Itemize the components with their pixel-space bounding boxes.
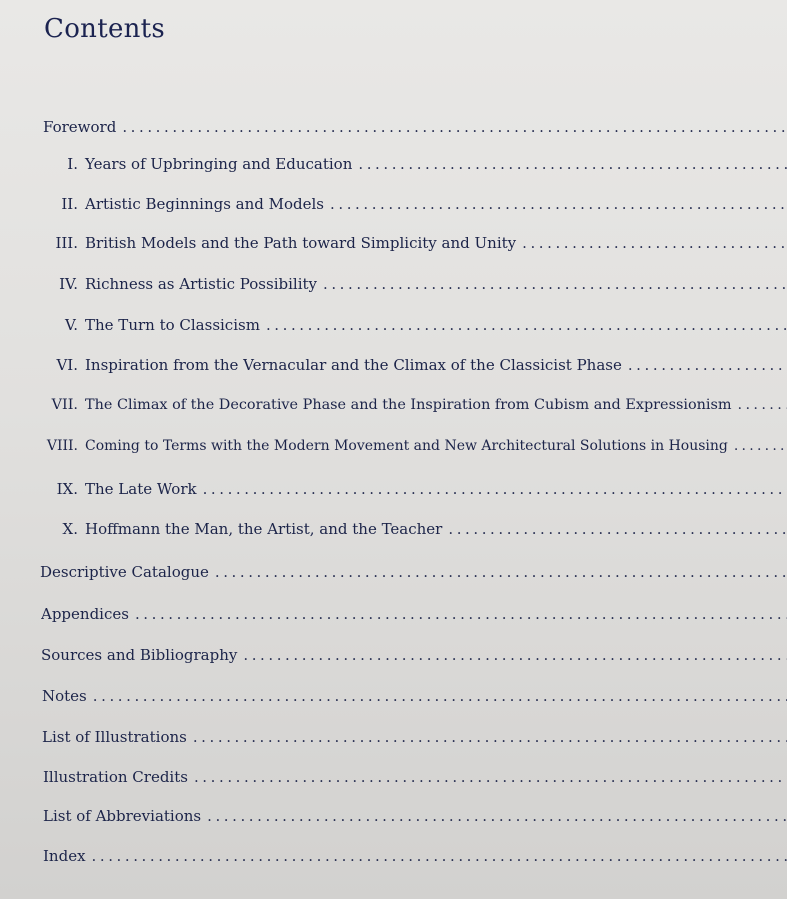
chapter-numeral: IX. [56, 480, 78, 498]
chapter-numeral: IV. [59, 275, 78, 293]
toc-entry-label: List of Illustrations [42, 728, 187, 746]
dot-leader [203, 480, 787, 498]
dot-leader [92, 847, 787, 865]
toc-entry-chapter-4[interactable] [40, 275, 787, 299]
dot-leader [734, 438, 787, 454]
toc-entry-label: The Late Work [85, 480, 197, 498]
dot-leader [323, 275, 787, 293]
toc-entry-list-of-abbreviations[interactable] [43, 807, 787, 831]
dot-leader [266, 316, 787, 334]
toc-entry-chapter-8[interactable] [40, 438, 787, 462]
toc-entry-descriptive-catalogue[interactable] [40, 563, 787, 587]
toc-entry-label: List of Abbreviations [43, 807, 202, 825]
dot-leader [358, 155, 787, 173]
toc-entry-label: Appendices [41, 605, 129, 623]
toc-entry-illustration-credits[interactable] [43, 768, 787, 792]
toc-entry-index[interactable] [43, 847, 787, 871]
chapter-numeral: III. [55, 234, 78, 252]
dot-leader [194, 768, 787, 786]
toc-entry-label: Inspiration from the Vernacular and the Climax of the Classicist Phase [85, 356, 622, 374]
toc-entry-label: Notes [42, 687, 87, 705]
toc-entry-foreword[interactable] [43, 118, 787, 142]
toc-entry-label: Foreword [43, 118, 117, 136]
toc-entry-label: The Turn to Classicism [85, 316, 260, 334]
toc-entry-label: Years of Upbringing and Education [85, 155, 353, 173]
chapter-numeral: II. [61, 195, 78, 213]
dot-leader [122, 118, 787, 136]
dot-leader [93, 687, 787, 705]
toc-entry-label: Coming to Terms with the Modern Movement and New Architectural Solutions in Housing [85, 438, 728, 454]
dot-leader [135, 605, 787, 623]
toc-entry-label: British Models and the Path toward Simplicity and Unity [85, 234, 517, 252]
dot-leader [207, 807, 787, 825]
toc-entry-label: Richness as Artistic Possibility [85, 275, 317, 293]
chapter-numeral: VIII. [46, 438, 78, 454]
toc-entry-label: Hoffmann the Man, the Artist, and the Teacher [85, 520, 443, 538]
toc-entry-label: Artistic Beginnings and Models [85, 195, 325, 213]
toc-entry-chapter-6[interactable] [40, 356, 787, 380]
toc-entry-label: Illustration Credits [43, 768, 188, 786]
toc-entry-label: Index [43, 847, 86, 865]
chapter-numeral: VII. [51, 397, 78, 413]
toc-entry-appendices[interactable] [41, 605, 787, 629]
dot-leader [330, 195, 787, 213]
toc-entry-label: Descriptive Catalogue [40, 563, 209, 581]
dot-leader [448, 520, 787, 538]
page-title: Contents [44, 14, 166, 44]
chapter-numeral: I. [67, 155, 78, 173]
toc-entry-label: The Climax of the Decorative Phase and the Inspiration from Cubism and Expressionism [85, 397, 732, 413]
toc-entry-chapter-5[interactable] [40, 316, 787, 340]
chapter-numeral: X. [62, 520, 78, 538]
toc-entry-chapter-7[interactable] [40, 397, 787, 421]
toc-entry-chapter-3[interactable] [40, 234, 787, 258]
dot-leader [215, 563, 787, 581]
dot-leader [193, 728, 787, 746]
dot-leader [738, 397, 787, 413]
chapter-numeral: VI. [56, 356, 78, 374]
toc-entry-notes[interactable] [42, 687, 787, 711]
toc-entry-chapter-9[interactable] [40, 480, 787, 504]
chapter-numeral: V. [65, 316, 78, 334]
toc-entry-chapter-1[interactable] [40, 155, 787, 179]
toc-entry-list-of-illustrations[interactable] [42, 728, 787, 752]
toc-entry-sources-bibliography[interactable] [41, 646, 787, 670]
dot-leader [628, 356, 787, 374]
toc-entry-chapter-2[interactable] [40, 195, 787, 219]
dot-leader [522, 234, 787, 252]
toc-entry-label: Sources and Bibliography [41, 646, 238, 664]
dot-leader [243, 646, 787, 664]
toc-entry-chapter-10[interactable] [40, 520, 787, 544]
